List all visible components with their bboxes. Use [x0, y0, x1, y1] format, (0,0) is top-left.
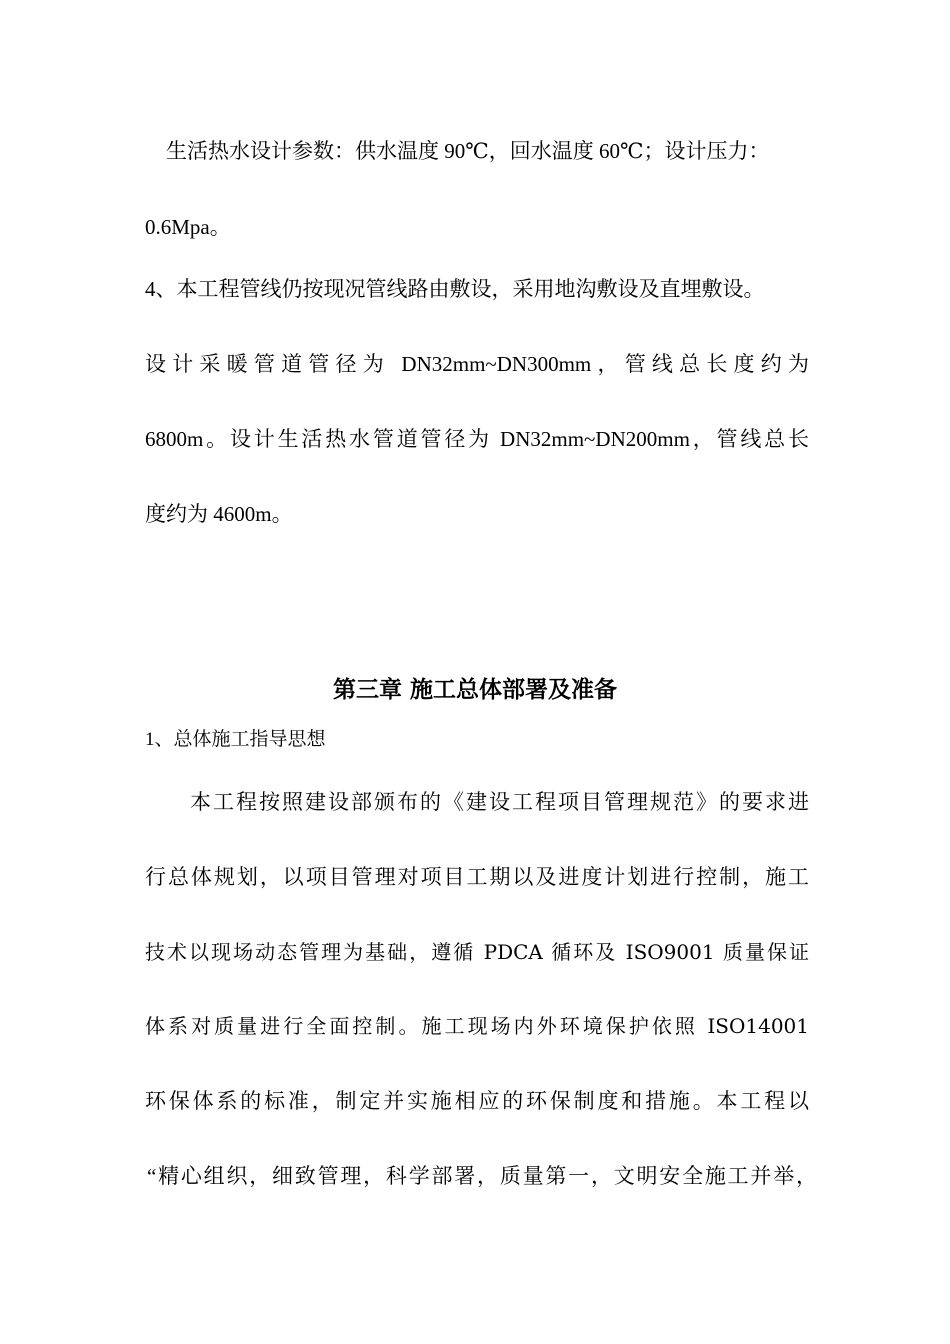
section-subheading: 1、总体施工指导思想 [145, 729, 326, 750]
body-text-line: 环保体系的标准，制定并实施相应的环保制度和措施。本工程以 [145, 1089, 809, 1113]
body-text-line: 生活热水设计参数：供水温度 90℃，回水温度 60℃；设计压力： [166, 139, 770, 163]
chapter-heading: 第三章 施工总体部署及准备 [332, 677, 617, 703]
body-text-line: 本工程按照建设部颁布的《建设工程项目管理规范》的要求进 [190, 790, 809, 814]
body-text-line: 体系对质量进行全面控制。施工现场内外环境保护依照 ISO14001 [145, 1014, 809, 1038]
body-text-line: 6800m。设计生活热水管道管径为 DN32mm~DN200mm，管线总长 [145, 427, 809, 451]
body-text-line: 0.6Mpa。 [145, 215, 231, 239]
body-text-line: 设计采暖管道管径为 DN32mm~DN300mm，管线总长度约为 [145, 352, 809, 376]
body-text-line: 度约为 4600m。 [145, 502, 293, 526]
body-text-line: 4、本工程管线仍按现况管线路由敷设，采用地沟敷设及直埋敷设。 [145, 277, 765, 301]
body-text-line: “精心组织，细致管理，科学部署，质量第一，文明安全施工并举， [147, 1164, 817, 1188]
body-text-line: 行总体规划，以项目管理对项目工期以及进度计划进行控制，施工 [145, 865, 809, 889]
body-text-line: 技术以现场动态管理为基础，遵循 PDCA 循环及 ISO9001 质量保证 [145, 940, 809, 964]
